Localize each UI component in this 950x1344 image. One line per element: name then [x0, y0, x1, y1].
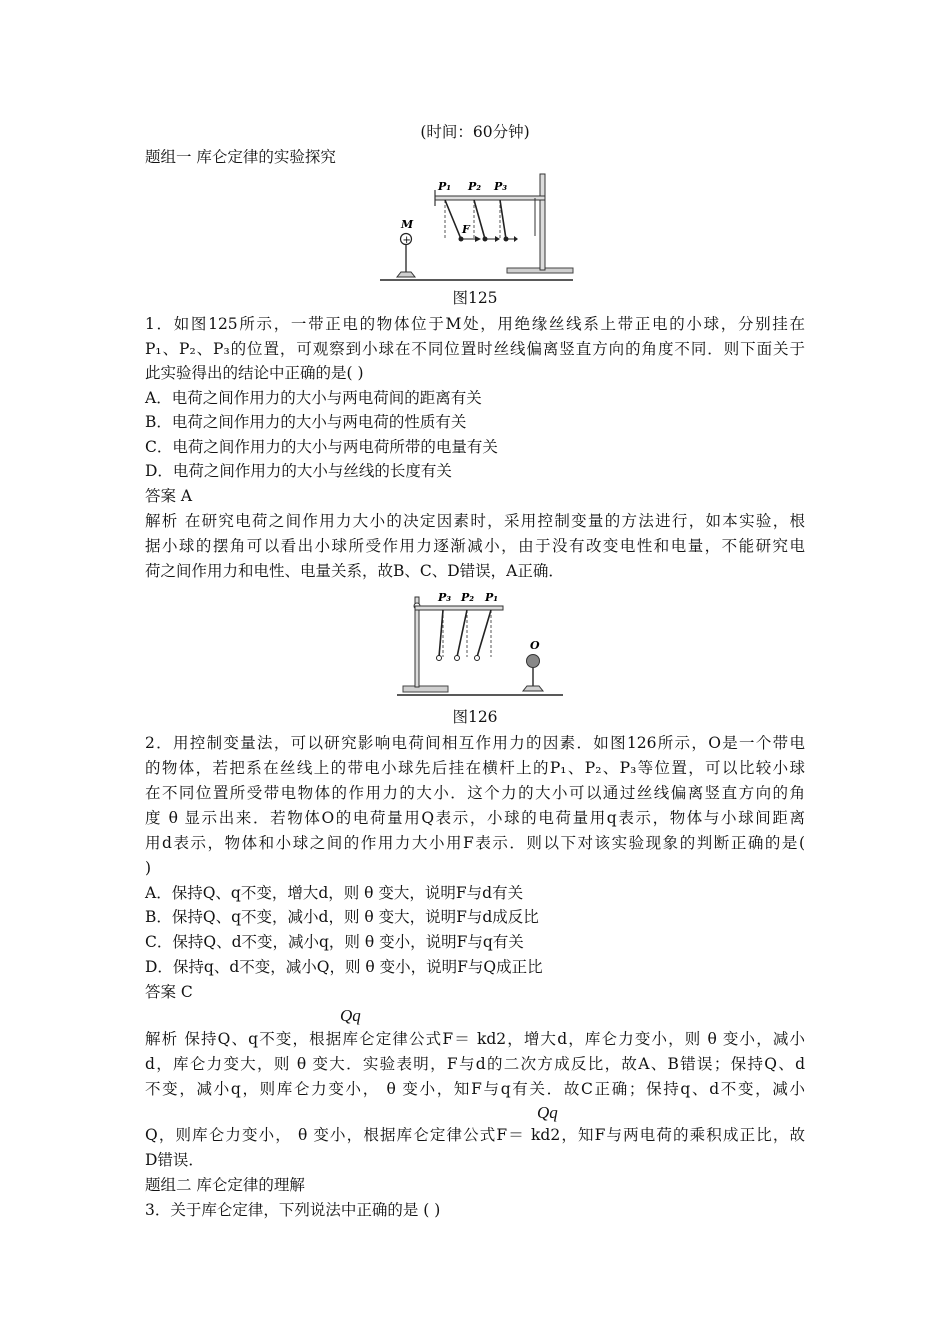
q1-line-1: 1．如图125所示，一带正电的物体位于M处，用绝缘丝线系上带正电的小球，分别挂在: [145, 315, 805, 333]
group1-title: 题组一 库仑定律的实验探究: [145, 148, 336, 166]
q1-option-d: D．电荷之间作用力的大小与丝线的长度有关: [145, 462, 452, 480]
q1-analysis-3: 荷之间作用力和电性、电量关系，故B、C、D错误，A正确．: [145, 562, 564, 580]
q3-stem: 3．关于库仑定律，下列说法中正确的是 ( ): [145, 1201, 441, 1219]
q1-analysis-2: 据小球的摆角可以看出小球所受作用力逐渐减小，由于没有改变电性和电量，不能研究电: [145, 537, 805, 555]
q2-line-6: ): [145, 859, 152, 877]
q2-analysis-4: Q，则库仑力变小， θ 变小，根据库仑定律公式F＝ kd2，知F与两电荷的乘积成正比，故: [145, 1126, 805, 1144]
q1-answer: 答案 A: [145, 487, 193, 505]
q2-option-c: C．保持Q、d不变，减小q，则 θ 变小，说明F与q有关: [145, 933, 524, 951]
q2-analysis-3: 不变，减小q，则库仑力变小， θ 变小，知F与q有关．故C正确；保持q、d不变，减小: [145, 1080, 805, 1098]
q1-option-a: A．电荷之间作用力的大小与两电荷间的距离有关: [145, 389, 482, 407]
figure-126: [395, 587, 565, 699]
time-note: (时间：60分钟): [420, 123, 530, 141]
q2-analysis-2: d，库仑力变大，则 θ 变大．实验表明，F与d的二次方成反比，故A、B错误；保持Q、d: [145, 1055, 805, 1073]
fig126-label-p1: P₁: [485, 591, 499, 604]
q1-line-2: P₁、P₂、P₃的位置，可观察到小球在不同位置时丝线偏离竖直方向的角度不同．则下面关于: [145, 340, 805, 358]
figure-125: [375, 168, 575, 283]
figure-125-caption: 图125: [452, 289, 498, 307]
q1-line-3: 此实验得出的结论中正确的是( ): [145, 364, 364, 382]
fig126-label-o: O: [530, 639, 540, 652]
fig125-label-p3: P₃: [494, 180, 508, 193]
q1-analysis-1: 解析 在研究电荷之间作用力大小的决定因素时，采用控制变量的方法进行，如本实验，根: [145, 512, 805, 530]
q2-line-4: 度 θ 显示出来．若物体O的电荷量用Q表示，小球的电荷量用q表示，物体与小球间距离: [145, 809, 805, 827]
q2-analysis-1: 解析 保持Q、q不变，根据库仑定律公式F＝ kd2，增大d，库仑力变小，则 θ 变小，减小: [145, 1030, 805, 1048]
q2-line-1: 2．用控制变量法，可以研究影响电荷间相互作用力的因素．如图126所示，O是一个带电: [145, 734, 805, 752]
q2-line-2: 的物体，若把系在丝线上的带电小球先后挂在横杆上的P₁、P₂、P₃等位置，可以比较小球: [145, 759, 805, 777]
q2-formula-numerator-1: Qq: [340, 1006, 361, 1025]
q2-option-b: B．保持Q、q不变，减小d，则 θ 变大，说明F与d成反比: [145, 908, 539, 926]
fig125-label-m: M: [401, 218, 414, 231]
q2-answer: 答案 C: [145, 983, 193, 1001]
figure-126-caption: 图126: [452, 708, 498, 726]
q2-option-a: A．保持Q、q不变，增大d，则 θ 变大，说明F与d有关: [145, 884, 524, 902]
fig125-label-p2: P₂: [468, 180, 482, 193]
group2-title: 题组二 库仑定律的理解: [145, 1176, 305, 1194]
q2-formula-numerator-2: Qq: [537, 1103, 558, 1122]
fig125-plus-sign: +: [402, 235, 411, 246]
q1-option-b: B．电荷之间作用力的大小与两电荷的性质有关: [145, 413, 467, 431]
q2-line-5: 用d表示，物体和小球之间的作用力大小用F表示．则以下对该实验现象的判断正确的是(: [145, 834, 805, 852]
fig125-label-f: F: [462, 223, 470, 236]
fig125-label-p1: P₁: [438, 180, 452, 193]
q1-option-c: C．电荷之间作用力的大小与两电荷所带的电量有关: [145, 438, 498, 456]
q2-line-3: 在不同位置所受带电物体的作用力的大小．这个力的大小可以通过丝线偏离竖直方向的角: [145, 784, 805, 802]
q2-option-d: D．保持q、d不变，减小Q，则 θ 变小，说明F与Q成正比: [145, 958, 543, 976]
fig126-label-p2: P₂: [461, 591, 475, 604]
q2-analysis-5: D错误．: [145, 1151, 204, 1169]
fig126-label-p3: P₃: [438, 591, 452, 604]
